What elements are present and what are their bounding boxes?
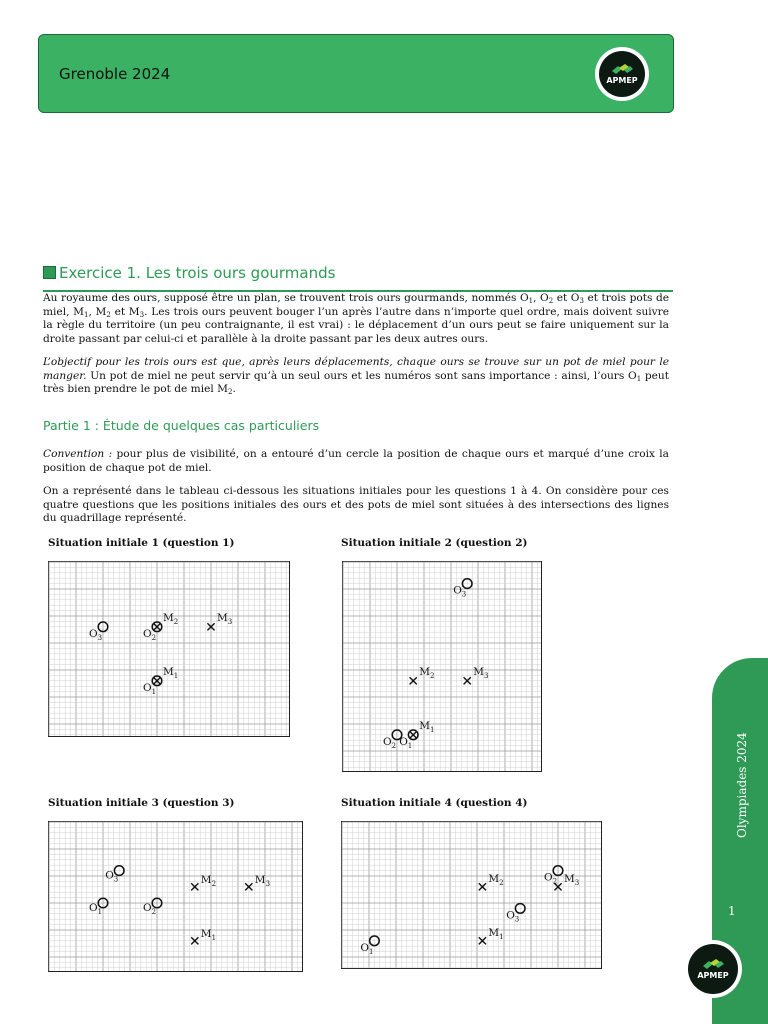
pot-label: $M_1$ xyxy=(488,926,504,941)
intro-paragraph: Au royaume des ours, supposé être un plan, se trouvent trois ours gourmands, nommés $O_1$, $O_2$ et $O_3$ et trois pots de miel, $M_1$, $M_2$ et $M_3$. Les trois ours peuvent bouger l’un après l’autre dans n’importe quel ordre, mais doivent suivre la règle du territoire (un peu contraignante, il est vrai) : le déplacement d’un ours peut se faire uniquement sur la droite passant par celui-ci et parallèle à la droite passant par les deux autres ours. xyxy=(43,292,669,345)
caption-situation-4: Situation initiale 4 (question 4) xyxy=(341,797,528,809)
square-bullet-icon xyxy=(43,266,56,279)
grid-drawing xyxy=(342,822,601,968)
pot-label: $M_3$ xyxy=(217,611,233,626)
pot-label: $M_1$ xyxy=(200,927,217,942)
grid-situation-2 xyxy=(342,561,542,772)
grid-drawing xyxy=(343,562,541,771)
grid-drawing xyxy=(49,822,302,971)
pot-label: $M_1$ xyxy=(163,665,179,680)
bear-label: $O_1$ xyxy=(399,735,413,750)
side-label: Olympiades 2024 xyxy=(735,732,749,838)
pot-label: $M_3$ xyxy=(564,872,580,887)
bear-label: $O_1$ xyxy=(143,681,157,696)
grid-situation-1 xyxy=(48,561,290,737)
bear-label: $O_3$ xyxy=(453,584,467,599)
bear-label: $O_2$ xyxy=(383,735,397,750)
apmep-logo-icon xyxy=(610,63,634,75)
apmep-logo xyxy=(595,47,649,101)
side-logo xyxy=(684,940,742,998)
grid-drawing xyxy=(49,562,289,736)
caption-situation-2: Situation initiale 2 (question 2) xyxy=(341,537,528,549)
exercise-title-text: Exercice 1. Les trois ours gourmands xyxy=(59,264,336,282)
apmep-logo-icon xyxy=(701,958,725,970)
pot-label: $M_3$ xyxy=(473,665,489,680)
objective-paragraph: L’objectif pour les trois ours est que, après leurs déplacements, chaque ours se trouve sur un pot de miel pour le manger. Un pot de miel ne peut servir qu’à un seul ours et les numéros sont sans importance : ainsi, l’ours $O_1$ peut très bien prendre le pot de miel $M_2$. xyxy=(43,356,670,397)
pot-label: $M_1$ xyxy=(419,719,435,734)
page-number: 1 xyxy=(728,904,736,918)
header-title: Grenoble 2024 xyxy=(59,65,171,83)
caption-situation-1: Situation initiale 1 (question 1) xyxy=(48,537,235,549)
convention-paragraph: Convention : pour plus de visibilité, on a entouré d’un cercle la position de chaque ours et marqué d’une croix la position de chaque pot de miel. xyxy=(43,448,669,474)
side-logo-text: APMEP xyxy=(697,971,729,980)
part-title: Partie 1 : Étude de quelques cas particuliers xyxy=(43,418,320,433)
bear-label: $O_2$ xyxy=(143,902,157,916)
bear-label: $O_2$ xyxy=(143,627,157,642)
grid-situation-3 xyxy=(48,821,303,972)
pot-label: $M_2$ xyxy=(200,873,217,888)
pot-label: $M_2$ xyxy=(419,665,435,680)
pot-label: $M_2$ xyxy=(163,611,179,626)
logo-text: APMEP xyxy=(606,76,638,85)
bear-label: $O_1$ xyxy=(360,941,374,956)
caption-situation-3: Situation initiale 3 (question 3) xyxy=(48,797,235,809)
bear-label: $O_3$ xyxy=(89,627,103,642)
pot-label: $M_2$ xyxy=(488,872,504,887)
pot-label: $M_3$ xyxy=(254,873,271,888)
bear-label: $O_3$ xyxy=(506,909,520,924)
header-banner xyxy=(38,34,674,113)
bear-label: $O_2$ xyxy=(544,871,558,886)
exercise-title xyxy=(43,264,335,282)
bear-label: $O_1$ xyxy=(89,902,103,916)
bear-label: $O_3$ xyxy=(105,869,119,884)
grid-situation-4 xyxy=(341,821,602,969)
table-intro-paragraph: On a représenté dans le tableau ci-dessous les situations initiales pour les questions 1 à 4. On considère pour ces quatre questions que les positions initiales des ours et des pots de miel sont situées à des intersections des lignes du quadrillage représenté. xyxy=(43,485,669,525)
